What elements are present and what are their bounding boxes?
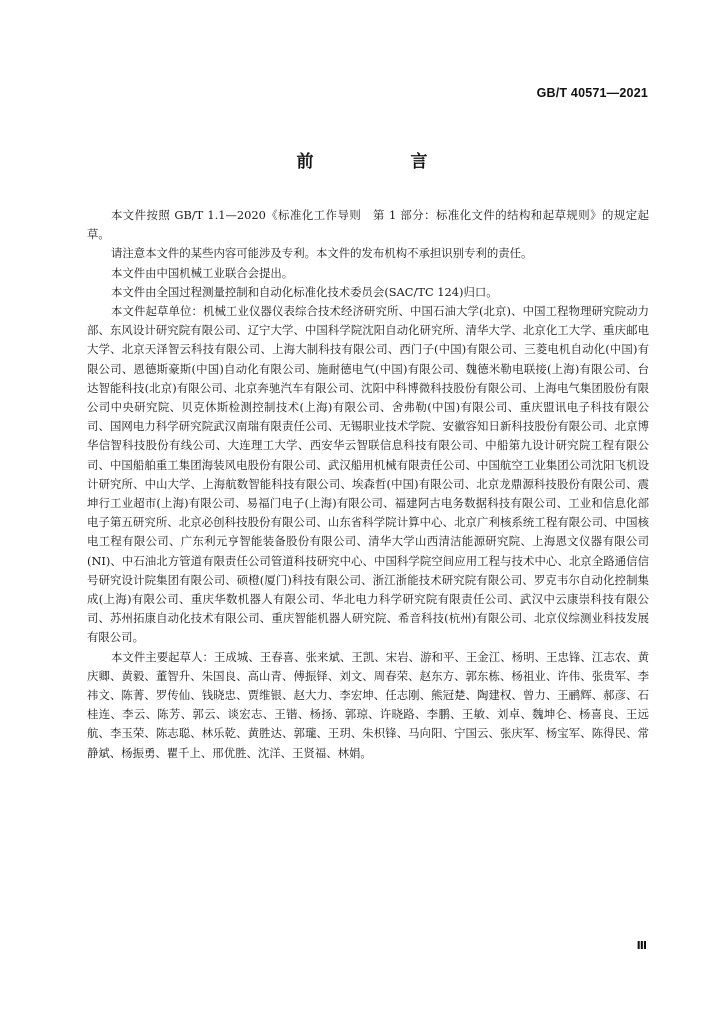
page-title: 前 言 [296,152,468,172]
foreword-body [87,206,649,763]
standard-number: GB/T 40571—2021 [536,86,648,100]
paragraph-drafters: 本文件主要起草人：王成城、王春喜、张来斌、王凯、宋岩、游和平、王金江、杨明、王忠锋、江志农、黄庆卿、黄毅、董智升、朱国良、高山青、傅振铎、刘文、周春荣、赵东方、郭东栋、杨祖业、许伟、张贵军、李祎文、陈菁、罗传仙、钱晓忠、贾维银、赵大力、李宏坤、任志刚、熊冠楚、陶建权、曾力、王鹂辉、郝彦、石桂连、李云、陈芳、郭云、谈宏志、王锴、杨扬、郭琼、许晓路、李鹏、王敏、刘卓、魏坤仑、杨喜良、王远航、李玉荣、陈志聪、林乐乾、黄胜达、郭瓏、王玥、朱枳锋、马向阳、宁国云、张庆军、杨宝军、陈得民、常静斌、杨振勇、瞿千上、邢优胜、沈洋、王贤福、林娟。 [87,649,649,760]
paragraph-committee: 本文件由全国过程测量控制和自动化标准化技术委员会(SAC/TC 124)归口。 [110,284,498,299]
paragraph-proposer: 本文件由中国机械工业联合会提出。 [110,265,294,280]
paragraph-patent-notice: 请注意本文件的某些内容可能涉及专利。本文件的发布机构不承担识别专利的责任。 [110,246,533,261]
paragraph-drafting-units: 本文件起草单位：机械工业仪器仪表综合技术经济研究所、中国石油大学(北京)、中国工程物理研究院动力部、东风设计研究院有限公司、辽宁大学、中国科学院沈阳自动化研究所、清华大学、北京化工大学、重庆邮电大学、北京天泽智云科技有限公司、上海大制科技有限公司、西门子(中国)有限公司、三菱电机自动化(中国)有限公司、恩德斯豪斯(中国)自动化有限公司、施耐德电气(中国)有限公司、魏德米勒电联接(上海)有限公司、台达智能科技(北京)有限公司、北京奔驰汽车有限公司、沈阳中科博微科技股份有限公司、上海电气集团股份有限公司中央研究院、贝克休斯检测控制技术(上海)有限公司、舍弗勒(中国)有限公司、重庆盟讯电子科技有限公司、国网电力科学研究院武汉南瑞有限责任公司、无锡职业技术学院、安徽容知日新科技股份有限公司、北京博华信智科技股份有线公司、大连理工大学、西安华云智联信息科技有限公司、中船第九设计研究院工程有限公司、中国船舶重工集团海装风电股份有限公司、武汉船用机械有限责任公司、中国航空工业集团公司沈阳飞机设计研究所、中山大学、上海航数智能科技有限公司、埃森哲(中国)有限公司、北京龙鼎源科技股份有限公司、震坤行工业超市(上海)有限公司、易福门电子(上海)有限公司、福建阿古电务数据科技有限公司、工业和信息化部电子第五研究所、北京必创科技股份有限公司、山东省科学院计算中心、北京广利核系统工程有限公司、中国核电工程有限公司、广东利元亨智能装备股份有限公司、清华大学山西清洁能源研究院、上海恩文仪器有限公司(NI)、中石油北方管道有限责任公司管道科技研究中心、中国科学院空间应用工程与技术中心、北京全路通信信号研究设计院集团有限公司、硕橙(厦门)科技有限公司、浙江浙能技术研究院有限公司、罗克韦尔自动化控制集成(上海)有限公司、重庆华数机器人有限公司、华北电力科学研究院有限责任公司、武汉中云康崇科技有限公司、苏州拓康自动化技术有限公司、重庆智能机器人研究院、希音科技(杭州)有限公司、北京仪综测业科技发展有限公司。 [87,304,649,645]
paragraph-drafting-rules: 本文件按照 GB/T 1.1—2020《标准化工作导则 第 1 部分：标准化文件的结构和起草规则》的规定起草。 [87,208,649,242]
page-number: Ⅲ [636,940,647,952]
